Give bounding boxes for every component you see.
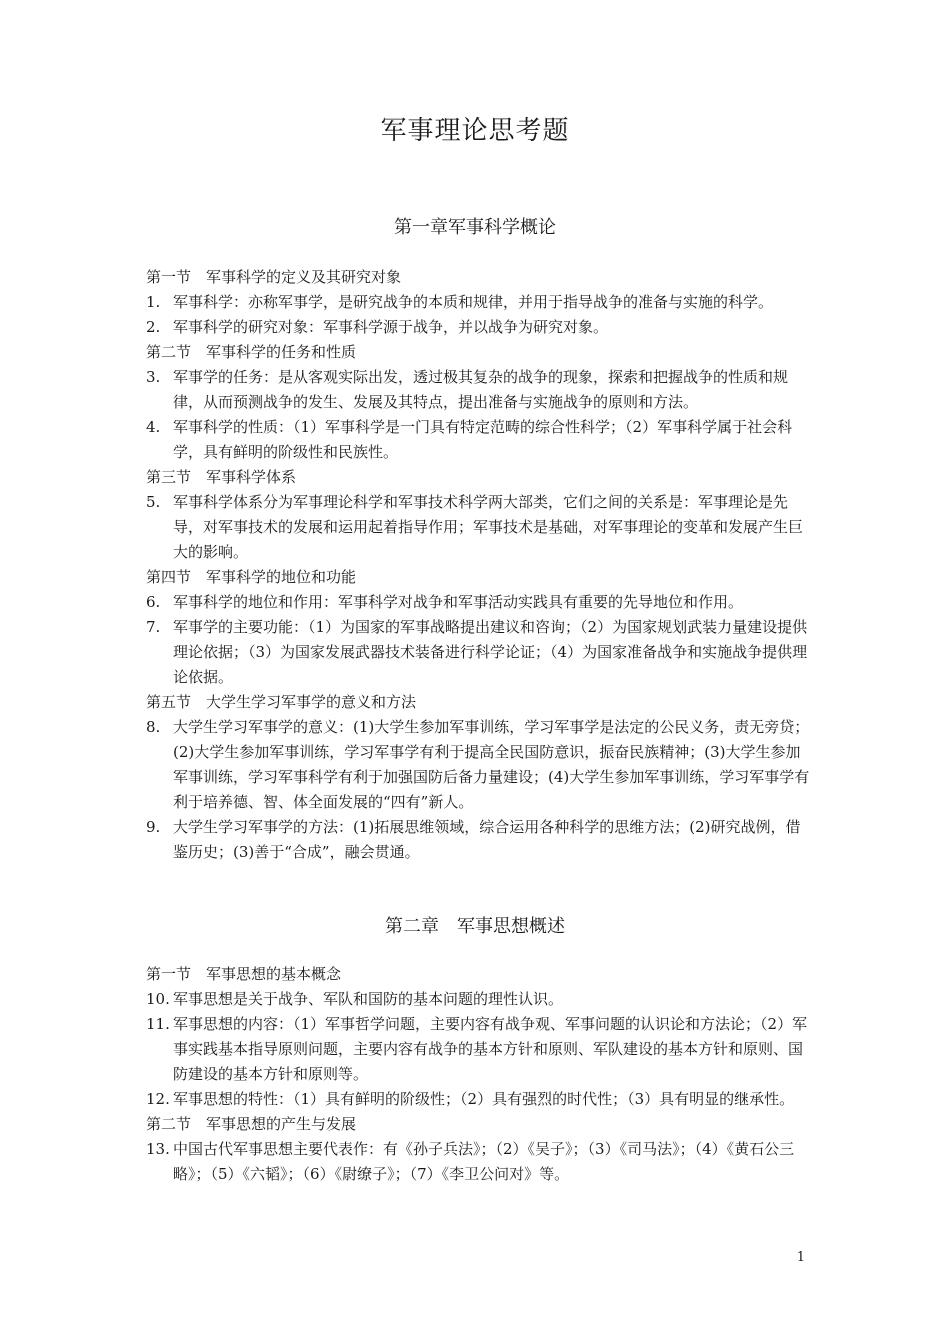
chapter-1-content <box>146 265 810 865</box>
section-heading: 第一节 军事思想的基本概念 <box>146 965 342 983</box>
list-item <box>146 415 810 465</box>
list-item-text: 中国古代军事思想主要代表作：有《孙子兵法》；（2）《吴子》；（3）《司马法》；（4）《黄石公三略》；（5）《六韬》；（6）《尉缭子》；（7）《李卫公问对》等。 <box>173 1140 795 1183</box>
list-item <box>146 987 810 1012</box>
chapter-1-title: 第一章军事科学概论 <box>394 217 556 238</box>
list-item-number: 7. <box>146 618 161 636</box>
list-item <box>146 590 810 615</box>
list-item-text: 军事思想的内容：（1）军事哲学问题，主要内容有战争观、军事问题的认识论和方法论；（2）军事实践基本指导原则问题，主要内容有战争的基本方针和原则、军队建设的基本方针和原则、国防建设的基本方针和原则等。 <box>173 1015 808 1083</box>
list-item-text: 军事科学：亦称军事学，是研究战争的本质和规律，并用于指导战争的准备与实施的科学。 <box>173 293 774 311</box>
list-item-text: 军事科学体系分为军事理论科学和军事技术科学两大部类，它们之间的关系是：军事理论是先导，对军事技术的发展和运用起着指导作用；军事技术是基础，对军事理论的变革和发展产生巨大的影响。 <box>173 493 804 561</box>
list-item <box>146 490 810 565</box>
list-item <box>146 715 810 815</box>
section-heading: 第五节 大学生学习军事学的意义和方法 <box>146 693 417 711</box>
list-item <box>146 815 810 865</box>
list-item-number: 11. <box>146 1015 170 1033</box>
list-item-text: 军事科学的地位和作用：军事科学对战争和军事活动实践具有重要的先导地位和作用。 <box>173 593 744 611</box>
section-heading: 第一节 军事科学的定义及其研究对象 <box>146 268 402 286</box>
list-item-number: 5. <box>146 493 161 511</box>
list-item <box>146 315 810 340</box>
list-item-text: 大学生学习军事学的方法：(1)拓展思维领域，综合运用各种科学的思维方法；(2)研究战例，借鉴历史；(3)善于“合成”，融会贯通。 <box>173 818 801 861</box>
list-item <box>146 290 810 315</box>
list-item-number: 6. <box>146 593 161 611</box>
list-item-text: 军事科学的研究对象：军事科学源于战争，并以战争为研究对象。 <box>173 318 609 336</box>
list-item-number: 1. <box>146 293 161 311</box>
chapter-2-content <box>146 962 810 1187</box>
list-item-text: 军事思想的特性：（1）具有鲜明的阶级性；（2）具有强烈的时代性；（3）具有明显的继承性。 <box>173 1090 795 1108</box>
section-heading: 第四节 军事科学的地位和功能 <box>146 568 357 586</box>
list-item-number: 4. <box>146 418 161 436</box>
list-item-number: 8. <box>146 718 161 736</box>
list-item-number: 2. <box>146 318 161 336</box>
list-item-number: 13. <box>146 1140 170 1158</box>
list-item-text: 军事科学的性质：（1）军事科学是一门具有特定范畴的综合性科学；（2）军事科学属于社会科学，具有鲜明的阶级性和民族性。 <box>173 418 793 461</box>
list-item-number: 9. <box>146 818 161 836</box>
document-title: 军事理论思考题 <box>380 116 570 146</box>
list-item-number: 10. <box>146 990 170 1008</box>
chapter-2-title: 第二章 军事思想概述 <box>385 916 565 937</box>
list-item-text: 大学生学习军事学的意义：(1)大学生参加军事训练，学习军事学是法定的公民义务，责无旁贷；(2)大学生参加军事训练，学习军事学有利于提高全民国防意识，振奋民族精神；(3)大学生参加军事训练，学习军事科学有利于加强国防后备力量建设；(4)大学生参加军事训练，学习军事学有利于培养德、智、体全面发展的“四有”新人。 <box>173 718 810 811</box>
section-heading: 第三节 军事科学体系 <box>146 468 297 486</box>
list-item <box>146 1137 810 1187</box>
list-item-number: 3. <box>146 368 161 386</box>
page-number: 1 <box>796 1250 805 1265</box>
list-item-number: 12. <box>146 1090 170 1108</box>
list-item <box>146 615 810 690</box>
list-item <box>146 1087 810 1112</box>
list-item <box>146 365 810 415</box>
list-item <box>146 1012 810 1087</box>
section-heading: 第二节 军事科学的任务和性质 <box>146 343 357 361</box>
list-item-text: 军事学的主要功能：（1）为国家的军事战略提出建议和咨询；（2）为国家规划武装力量建设提供理论依据；（3）为国家发展武器技术装备进行科学论证；（4）为国家准备战争和实施战争提供理论依据。 <box>173 618 808 686</box>
section-heading: 第二节 军事思想的产生与发展 <box>146 1115 357 1133</box>
list-item-text: 军事思想是关于战争、军队和国防的基本问题的理性认识。 <box>173 990 564 1008</box>
list-item-text: 军事学的任务：是从客观实际出发，透过极其复杂的战争的现象，探索和把握战争的性质和规律，从而预测战争的发生、发展及其特点，提出准备与实施战争的原则和方法。 <box>173 368 789 411</box>
